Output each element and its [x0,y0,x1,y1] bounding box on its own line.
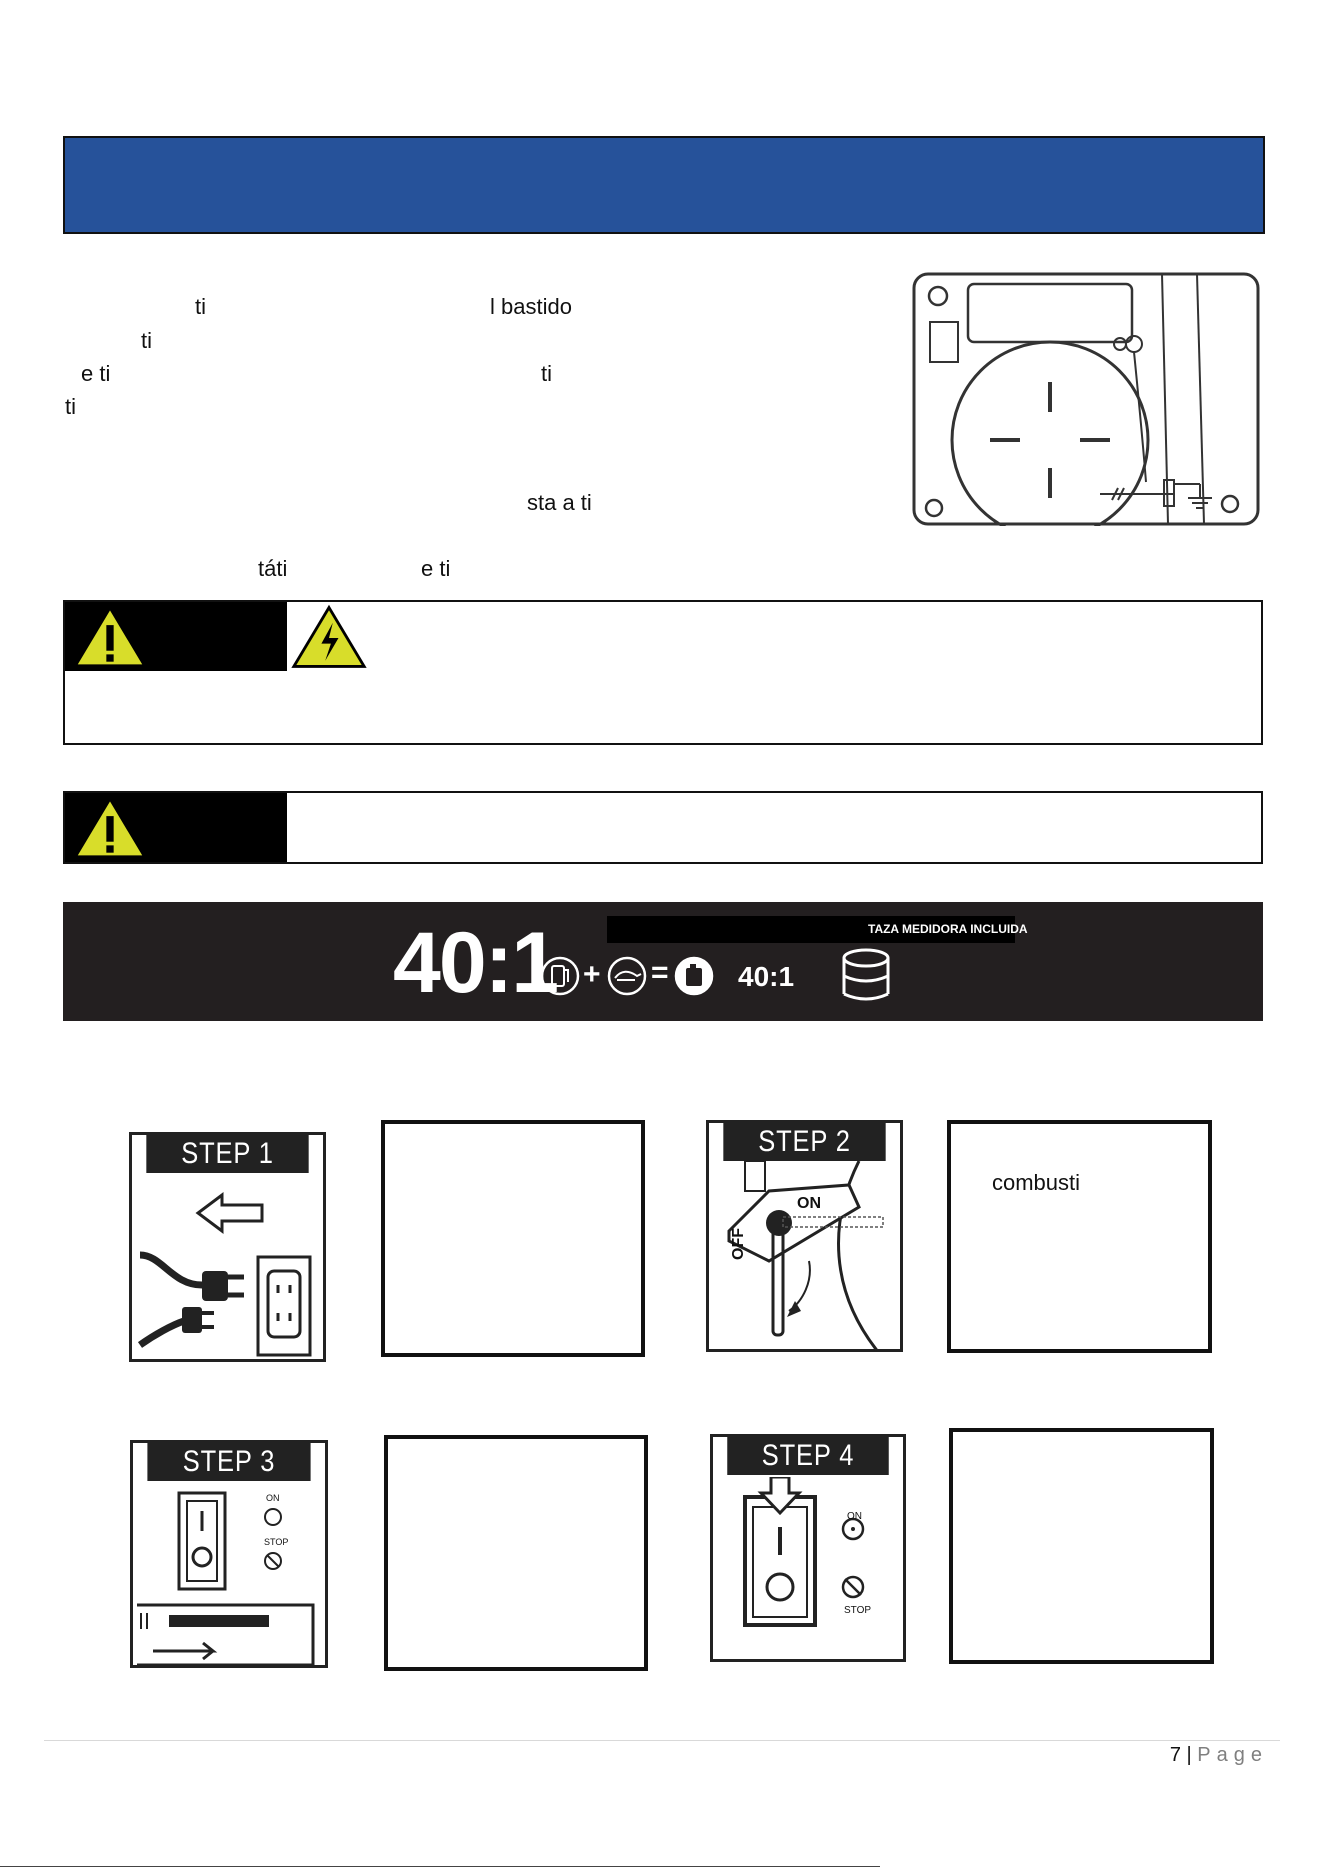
equals-sign: = [651,956,669,989]
intro-fragment: ti [195,294,206,319]
step-4-label: STEP 4 [727,1437,889,1475]
page-number-footer [1170,1744,1268,1767]
switch-stop-label: STOP [844,1605,872,1616]
intro-fragment: ti [541,361,552,386]
fuel-mix-banner [63,902,1263,1021]
warning-triangle-icon [71,605,149,669]
step-2-text: combusti [992,1170,1081,1195]
page-number: 7 [1169,1744,1181,1766]
switch-on-label: ON [266,1493,280,1503]
unplug-cord-icon [132,1175,322,1360]
fuel-ratio-small: 40:1 [738,961,795,992]
danger-label-tag [65,602,287,671]
step-2-illustration [706,1120,903,1352]
engine-switch-choke-icon [133,1483,323,1668]
step-1-text-box [381,1120,645,1357]
measuring-cup-icon [841,946,891,1006]
generator-grounding-illustration [912,272,1260,526]
step-2-text-box [947,1120,1212,1353]
intro-fragment: e ti [81,361,111,386]
step-1-illustration [129,1132,326,1362]
step-3-illustration [130,1440,328,1668]
intro-fragment: l bastido [490,294,572,319]
valve-off-label: OFF [730,1228,747,1260]
switch-stop-label: STOP [264,1537,289,1547]
step-4-text-box [949,1428,1214,1664]
intro-fragment: ti [65,394,76,419]
warning-label-tag [65,793,287,862]
footer-divider [44,1740,1280,1741]
intro-fragment: táti [258,556,288,581]
intro-fragment: sta a ti [527,490,592,515]
oil-can-icon [607,956,647,996]
step-4-illustration [710,1434,906,1662]
plus-sign: + [583,958,601,991]
page-separator: | [1186,1744,1192,1766]
valve-on-label: ON [797,1195,821,1212]
step-2-label: STEP 2 [723,1123,885,1161]
engine-switch-on-icon [713,1477,903,1662]
page-word: Page [1197,1744,1268,1766]
intro-fragment: e ti [421,556,451,581]
measuring-cup-tag [607,916,1028,943]
fuel-container-icon [674,956,714,996]
electric-shock-icon [291,603,367,671]
step-1-label: STEP 1 [146,1135,308,1173]
step-3-text-box [384,1435,648,1671]
fuel-pump-icon [540,956,580,996]
step-3-label: STEP 3 [147,1443,310,1481]
intro-fragment: ti [141,328,152,353]
section-header-band [63,136,1265,234]
warning-triangle-icon [71,796,149,860]
bottom-rule [0,1866,880,1867]
fuel-ratio-large: 40:1 [393,915,558,1011]
switch-on-label: ON [847,1511,862,1522]
measuring-cup-label: TAZA MEDIDORA INCLUIDA [868,922,1028,936]
